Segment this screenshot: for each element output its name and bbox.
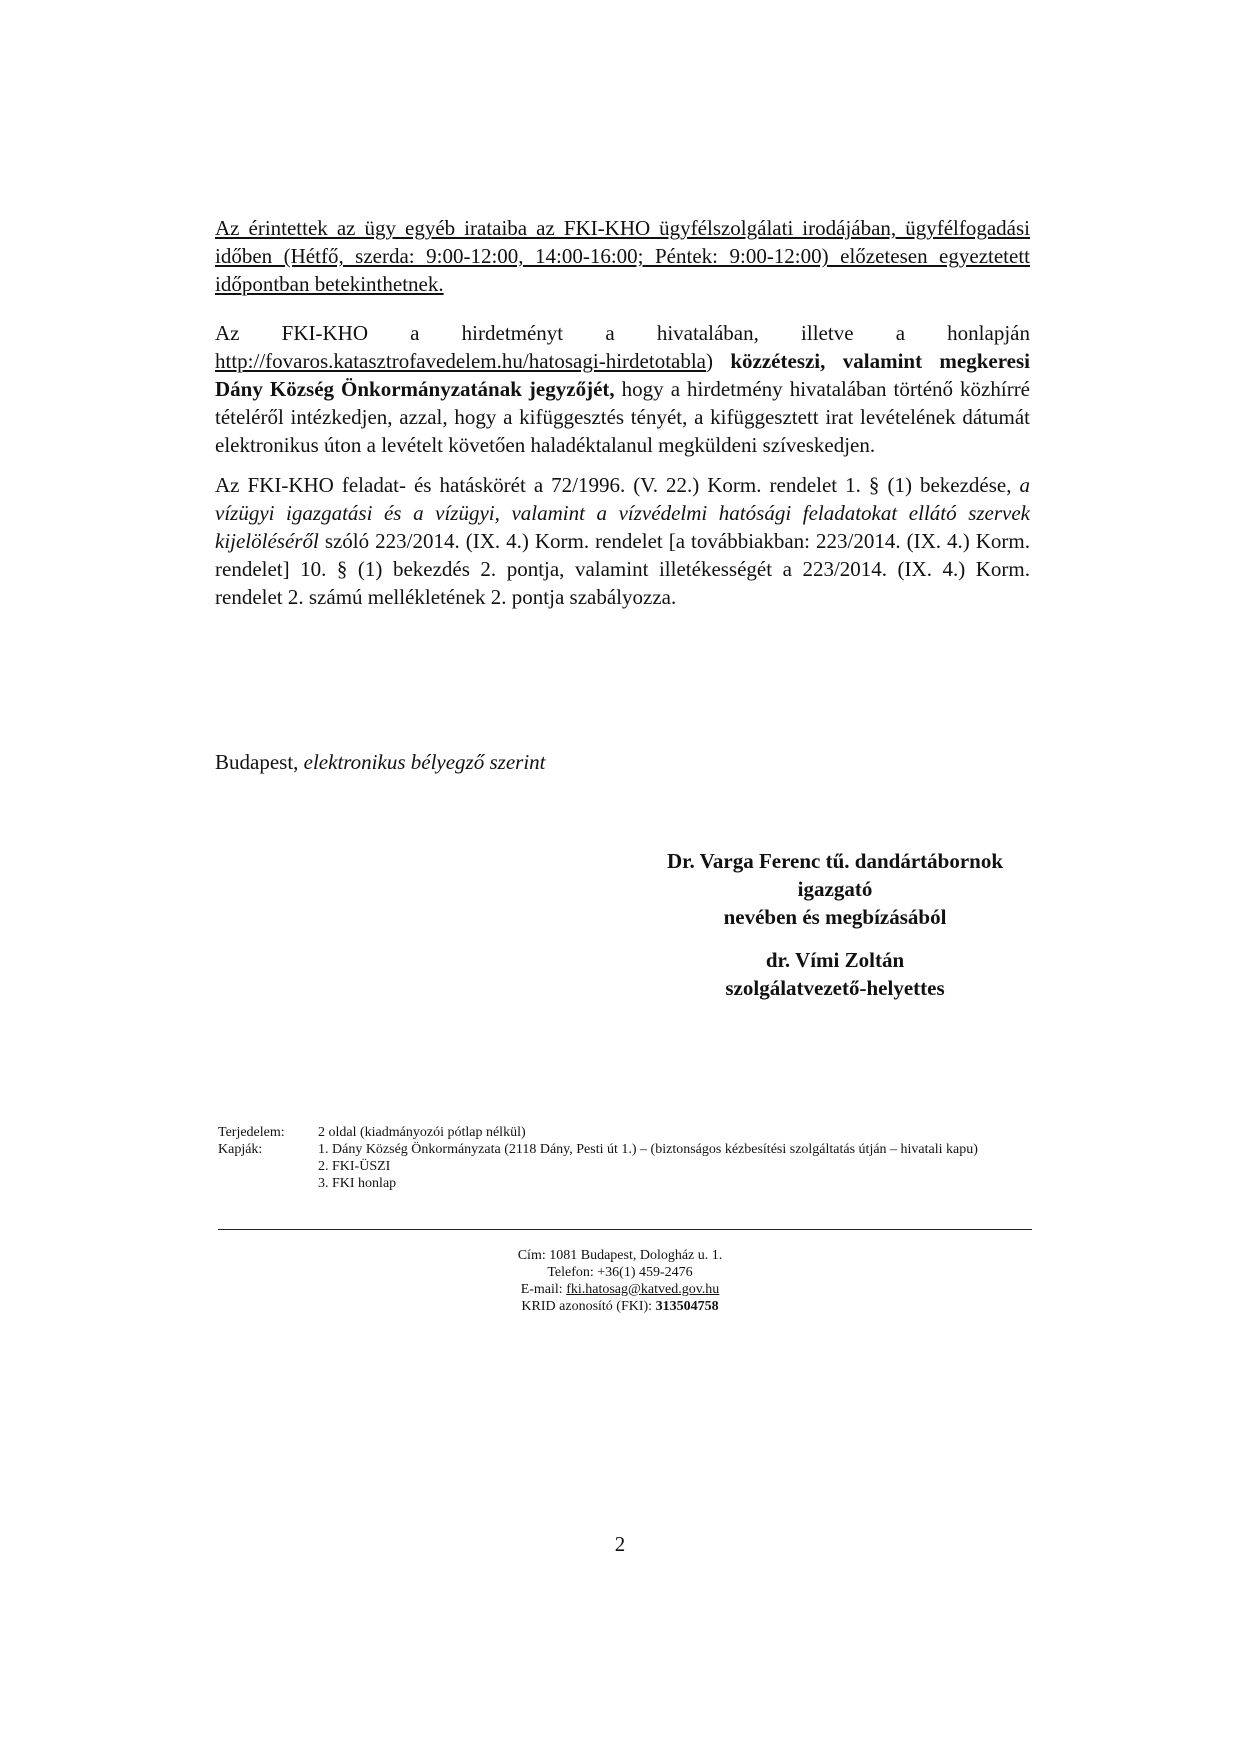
extent-row: [218, 1124, 1033, 1141]
director-name: Dr. Varga Ferenc tű. dandártábornok: [666, 849, 1004, 873]
footer-email-link[interactable]: fki.hatosag@katved.gov.hu: [566, 1282, 720, 1297]
date-note: elektronikus bélyegző szerint: [303, 750, 546, 774]
recipients-row: [218, 1158, 1033, 1175]
footer-divider: [218, 1229, 1032, 1230]
publication-lead: Az FKI-KHO a hirdetményt a hivatalában, illetve a honlapján: [215, 321, 1030, 345]
distribution-list: [218, 1124, 1033, 1192]
inspection-line-3: időpontban betekinthetnek.: [215, 272, 444, 296]
footer-address: Cím: 1081 Budapest, Dologház u. 1.: [517, 1248, 723, 1263]
signature-block-director: [640, 847, 1030, 931]
competence-part-1: Az FKI-KHO feladat- és hatáskörét a 72/1996. (V. 22.) Korm. rendelet 1. § (1) bekezdése,: [215, 473, 1012, 497]
signer-name: dr. Vími Zoltán: [765, 948, 905, 972]
page-number: 2: [614, 1532, 626, 1556]
publication-rest: hogy a hirdetmény hivatalában történő közhírré tételéről intézkedjen, azzal, hogy a kifüggesztés tényét, a kifüggesztett irat levételének dátumát elektronikus úton a levételt követően haladéktalanul megküldeni szíveskedjen.: [215, 377, 1031, 457]
inspection-paragraph: [215, 214, 1030, 298]
contact-footer: [440, 1247, 800, 1315]
footer-email-line: [440, 1281, 800, 1298]
inspection-line-2: időben (Hétfő, szerda: 9:00-12:00, 14:00-16:00; Péntek: 9:00-12:00) előzetesen egyeztetett: [215, 244, 1030, 268]
signature-block-signer: [640, 946, 1030, 1002]
signer-title: szolgálatvezető-helyettes: [725, 976, 945, 1000]
footer-krid-value: 313504758: [655, 1299, 719, 1314]
recipients-row: [218, 1175, 1033, 1192]
publication-paren: ): [706, 349, 713, 373]
footer-phone: Telefon: +36(1) 459-2476: [547, 1265, 693, 1280]
competence-italic-text: a vízügyi igazgatási és a vízügyi, valamint a vízvédelmi hatósági feladatokat ellátó szervek kijelöléséről: [215, 473, 1031, 553]
recipient-item: 1. Dány Község Önkormányzata (2118 Dány, Pesti út 1.) – (biztonságos kézbesítési szolgáltatás útján – hivatali kapu): [318, 1142, 978, 1157]
recipients-row: [218, 1141, 1033, 1158]
competence-part-2: szóló 223/2014. (IX. 4.) Korm. rendelet [a továbbiakban: 223/2014. (IX. 4.) Korm. rendelet] 10. § (1) bekezdés 2. pontja, valamint illetékességét a 223/2014. (IX. 4.) Korm. rendelet 2. számú mellékletének 2. pontja szabályozza.: [215, 529, 1030, 609]
recipients-label: Kapják:: [218, 1142, 263, 1157]
place-city: Budapest,: [215, 750, 299, 774]
on-behalf-text: nevében és megbízásából: [723, 905, 947, 929]
extent-value: 2 oldal (kiadmányozói pótlap nélkül): [318, 1125, 526, 1140]
recipient-item: 3. FKI honlap: [318, 1176, 397, 1191]
footer-krid-label: KRID azonosító (FKI):: [521, 1299, 653, 1314]
place-and-date: [215, 748, 545, 776]
publication-paragraph: [215, 319, 1030, 459]
recipient-item: 2. FKI-ÜSZI: [318, 1159, 391, 1174]
publication-bold-text: közzéteszi, valamint megkeresi Dány Község Önkormányzatának jegyzőjét,: [215, 349, 1031, 401]
footer-krid-line: [440, 1298, 800, 1315]
notice-board-link[interactable]: http://fovaros.katasztrofavedelem.hu/hatosagi-hirdetotabla: [215, 349, 706, 373]
director-title: igazgató: [797, 877, 873, 901]
extent-label: Terjedelem:: [218, 1125, 285, 1140]
footer-email-label: E-mail:: [520, 1282, 563, 1297]
competence-paragraph: [215, 471, 1030, 611]
inspection-line-1: Az érintettek az ügy egyéb irataiba az FKI-KHO ügyfélszolgálati irodájában, ügyfélfogadási: [215, 216, 1030, 240]
